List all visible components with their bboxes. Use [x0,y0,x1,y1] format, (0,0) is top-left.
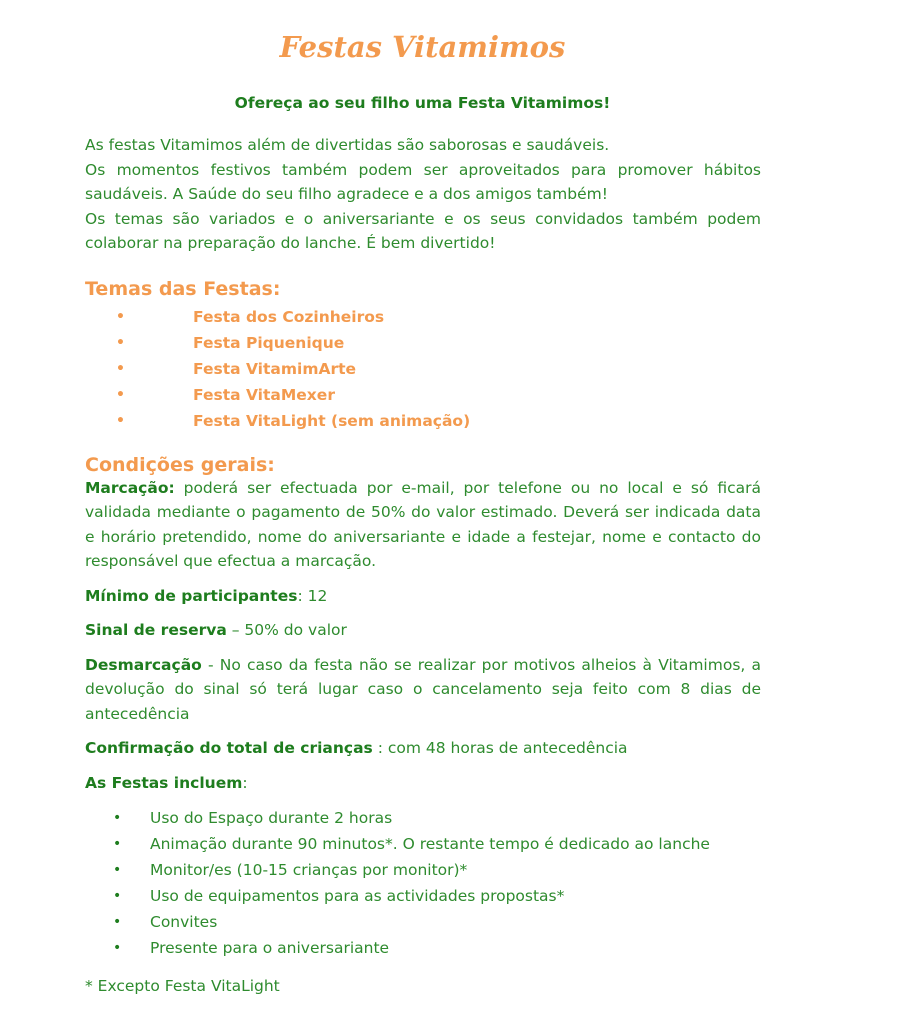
minimo-paragraph [85,584,761,609]
list-item [85,356,761,382]
theme-label: Festa VitaMexer [193,385,335,404]
list-item [85,304,761,330]
includes-list [85,805,761,961]
marcacao-paragraph [85,476,761,574]
confirmacao-label: Confirmação do total de crianças [85,739,373,757]
conditions-heading: Condições gerais: [85,453,275,476]
page-subtitle: Ofereça ao seu filho uma Festa Vitamimos! [234,94,611,112]
include-label: Uso de equipamentos para as actividades propostas* [150,887,565,905]
bullet: • [113,836,122,852]
theme-label: Festa VitaLight (sem animação) [193,411,471,430]
confirmacao-text: : com 48 horas de antecedência [372,739,628,757]
marcacao-label: Marcação: [85,478,175,497]
include-label: Monitor/es (10-15 crianças por monitor)* [150,861,468,879]
list-item [85,330,761,356]
list-item [85,857,761,883]
desmarcacao-label: Desmarcação [85,655,202,674]
conditions [85,476,761,796]
intro-paragraph: Os temas são variados e o aniversariante e os seus convidados também podem colaborar na preparação do lanche. É bem divertido! [85,209,761,252]
sinal-label: Sinal de reserva [85,621,227,639]
list-item [85,408,761,434]
bullet: • [116,334,125,351]
desmarcacao-text: - No caso da festa não se realizar por motivos alheios à Vitamimos, a devolução do sinal só terá lugar caso o cancelamento seja feito com 8 dias de antecedência [85,655,761,723]
desmarcacao-paragraph [85,653,761,727]
bullet: • [116,308,125,325]
intro-paragraph: As festas Vitamimos além de divertidas são saborosas e saudáveis. [85,136,610,154]
intro-paragraph: Os momentos festivos também podem ser aproveitados para promover hábitos saudáveis. A Saúde do seu filho agradece e a dos amigos também! [85,160,761,203]
list-item [85,935,761,961]
theme-label: Festa Piquenique [193,333,345,352]
minimo-label: Mínimo de participantes [85,586,298,605]
bullet: • [113,862,122,878]
bullet: • [116,360,125,377]
content [85,133,761,995]
sinal-text: – 50% do valor [226,621,347,639]
incluem-text: : [242,773,248,792]
include-label: Presente para o aniversariante [150,939,390,957]
themes-list [85,304,761,434]
include-label: Uso do Espaço durante 2 horas [150,809,393,827]
marcacao-text: poderá ser efectuada por e-mail, por telefone ou no local e só ficará validada mediante o pagamento de 50% do valor estimado. Deverá ser indicada data e horário pretendido, nome do aniversariante e idade a festejar, nome e contacto do responsável que efectua a marcação. [85,478,761,570]
bullet: • [113,810,122,826]
incluem-label: As Festas incluem [85,773,243,792]
list-item [85,382,761,408]
bullet: • [116,412,125,429]
include-label: Animação durante 90 minutos*. O restante tempo é dedicado ao lanche [150,835,710,853]
sinal-paragraph [85,618,761,643]
list-item [85,805,761,831]
bullet: • [113,914,122,930]
bullet: • [113,888,122,904]
confirmacao-paragraph [85,736,761,761]
bullet: • [116,386,125,403]
intro [85,133,761,256]
list-item [85,909,761,935]
bullet: • [113,940,122,956]
minimo-text: : 12 [297,586,328,605]
incluem-paragraph [85,771,761,796]
include-label: Convites [150,913,218,931]
list-item [85,883,761,909]
list-item [85,831,761,857]
theme-label: Festa dos Cozinheiros [193,307,385,326]
footnote: * Excepto Festa VitaLight [85,977,280,995]
theme-label: Festa VitamimArte [193,359,357,378]
themes-heading: Temas das Festas: [85,277,281,300]
page-title: Festas Vitamimos [279,30,566,64]
